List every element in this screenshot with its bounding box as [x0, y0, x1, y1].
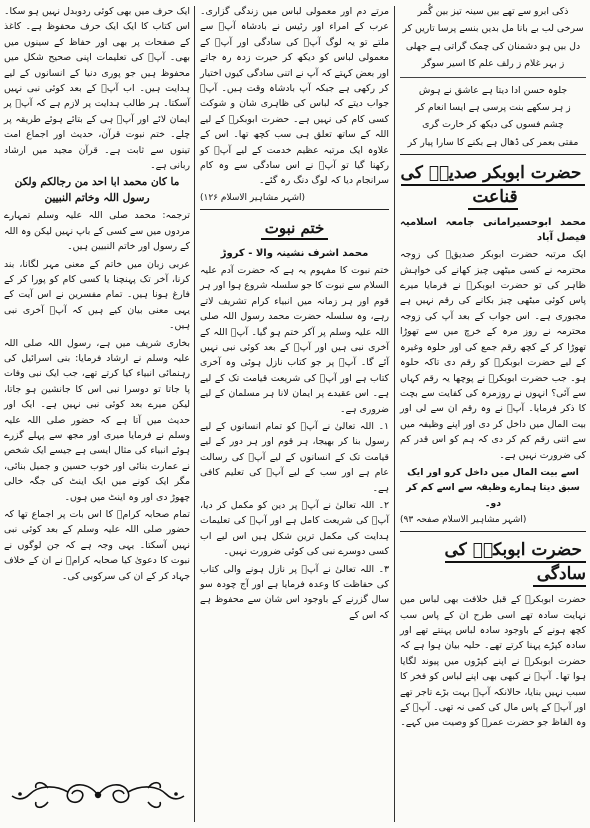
article-title	[400, 538, 586, 586]
article-reference: (اشہر مشاہیر الاسلام صفحہ ۹۳)	[400, 515, 527, 526]
poem-line: ز بہر غلام ز رلف علم کا اسیر سوگر	[421, 58, 565, 70]
article-title-text: حضرت ابوبکر صدیقؓ کی قناعت	[401, 163, 586, 210]
numbered-point: ۲۔ اللہ تعالیٰ نے آپؐ پر دین کو مکمل کر دیا، آپؐ کی شریعت کامل ہے اور آپؐ کی تعلیمات ہدایت کی مکمل ترین شکل ہیں اس لیے اب کسی دوسرے نبی کی کوئی ضرورت نہیں۔	[200, 499, 389, 558]
column-divider-right	[394, 6, 395, 822]
article-title-text: حضرت ابوبکرؓ کی سادگی	[445, 540, 587, 587]
article-title-text: ختم نبوت	[261, 219, 329, 240]
article-byline: محمد اشرف نشینہ والا - کروڑ	[220, 247, 369, 259]
quran-verse: ما کان محمد ابا احد من رجالکم ولکن رسول اللہ وخاتم النبیین	[14, 176, 180, 204]
poem-line: دل بیں ہو دشمنان کی چمک گراتی ہے جھلی	[405, 40, 581, 52]
right-column	[400, 4, 586, 733]
poem-line: ذکی ابرو سے تھے بیں سینہ تیز بین گُمر	[417, 6, 569, 17]
article-body: مرتے دم اور معمولی لباس میں زندگی گزاری۔ عرب کے امراء اور رئیس نے بادشاہ آپؓ سے ملتے تو یہ لوگ آپؓ کی سادگی اور آپؓ کے معمولی لباس کو دیکھ کر حیرت زدہ رہ جاتے اور بعض کہتے کہ آپ نے اتنی سادگی کیوں اختیار کر رکھی ہے جبکہ آپ بادشاہ وقت ہیں۔ آپؓ جواب دیتے کہ لباس کی ظاہری شان و شوکت کسی کام کی نہیں ہے۔ حضرت ابوبکرؓ کے لیے اللہ کے ساتھ تعلق ہی سب کچھ تھا۔ اس کے علاوہ ایک مرتبہ عظیم خدمت کے لیے آپؓ کو رکھنا گیا تو آپؓ نے اس سادگی سے وہ کام سرانجام دیا کہ لوگ دنگ رہ گئے۔	[200, 6, 389, 187]
poem-stanza-2	[400, 83, 586, 151]
article-body: تمام صحابہ کرامؓ کا اس بات پر اجماع تھا کہ حضور صلی اللہ علیہ وسلم کے بعد کوئی نبی نہیں آسکتا۔ یہی وجہ ہے کہ جن لوگوں نے نبوت کا دعویٰ کیا صحابہ کرامؓ نے ان کے خلاف جہاد کر کے ان کی سرکوبی کی۔	[4, 509, 190, 582]
numbered-point: ۳۔ اللہ تعالیٰ نے آپؐ پر نازل ہونے والی کتاب کی حفاظت کا وعدہ فرمایا ہے اور آج چودہ سو سال گزرنے کے باوجود اس شان سے محفوظ ہے کہ اس کے	[200, 563, 389, 621]
poem-line: چشم فسوں کی دیکھ کر خارت گری	[422, 119, 564, 131]
article-body: ایک مرتبہ حضرت ابوبکر صدیقؓ کی زوجہ محترمہ نے کسی میٹھی چیز کھانے کی خواہش ظاہر کی تو حضرت ابوبکرؓ نے فرمایا میرے پاس کوئی میٹھی چیز بکانے کی رقم نہیں ہے مجبوری ہے۔ اس جواب کے بعد آپ کی زوجہ محترمہ نے روز مرہ کے خرچ میں سے تھوڑا تھوڑا کر کے کچھ رقم جمع کی اور حلوہ وغیرہ کے لیے حضرت ابوبکرؓ کو رقم دی تاکہ حلوہ ہو۔ جب حضرت ابوبکرؓ نے پوچھا یہ رقم کہاں سے آئی؟ انہوں نے روزمرہ کی کفایت سے بچت کا ذکر فرمایا۔ آپؓ نے وہ رقم ان سے لی اور بیت المال میں داخل کر دی اور اپنے وظیفہ میں سے اتنی رقم کم کر دی کہ ہم کو اس قدر کم کی ضرورت نہیں ہے۔	[400, 249, 586, 461]
divider	[400, 77, 586, 78]
middle-column	[200, 4, 389, 625]
article-body: حضرت ابوبکرؓ کے قبل خلافت بھی لباس میں نہایت سادہ تھے اسی طرح ان کے پاس سب کچھ ہونے کے باوجود سادہ لباس پہنتے تھے اور سادہ کپڑے پہنا کرتے تھے۔ حلیہ بیان ہوا ہے کہ حضرت ابوبکرؓ نے اپنے کپڑوں میں پیوند لگایا ہوا تھا۔ آپؓ نے کبھی بھی اپنے لباس کو فخر کا سبب نہیں بنایا، حالانکہ آپؓ بہت بڑے تاجر تھے اور آپؓ کے پاس مال کی کمی نہ تھی۔ آپؓ کے وہ الفاظ جو حضرت عمرؓ کو وصیت میں کہے۔	[400, 594, 586, 729]
poem-line: ز ہر سکھے بنت پرسی ہے ایسا انعام کر	[415, 102, 571, 114]
poem-line: جلوہ حسن ادا دیتا ہے عاشق نے ہوش	[418, 84, 568, 96]
left-column	[4, 4, 190, 586]
verse-translation: ترجمہ: محمد صلی اللہ علیہ وسلم تمہارے مردوں میں سے کسی کے باپ نہیں لیکن وہ اللہ کے رسول اور خاتم النبیین ہیں۔	[4, 210, 190, 253]
article-body: عربی زبان میں خاتم کے معنی مہر لگانا، بند کرنا، آخر تک پہنچنا یا کسی کام کو پورا کر کے فارغ ہونا ہیں۔ تمام مفسرین نے اس آیت کے یہی معنی بیان کیے ہیں کہ آپؐ آخری نبی ہیں۔	[4, 258, 190, 332]
article-quote: اسے بیت المال میں داخل کرو اور ایک سبق دیتا ہمارے وظیفہ سے اسے کم کر دو۔	[406, 466, 580, 509]
article-title	[200, 216, 389, 240]
article-intro: ختم نبوت کا مفہوم یہ ہے کہ حضرت آدم علیہ السلام سے نبوت کا جو سلسلہ شروع ہوا اور ہر قوم اور ہر زمانہ میں انبیاء کرام تشریف لاتے رہے، وہ سلسلہ حضرت محمد رسول اللہ صلی اللہ علیہ وسلم پر آکر ختم ہو گیا۔ آپؐ اللہ کے آخری نبی ہیں اور آپؐ کے بعد کوئی نبی نہیں آئے گا۔ آپؐ پر جو کتاب نازل ہوئی وہ آخری کتاب ہے اور آپؐ کی شریعت قیامت تک کے لیے ہے۔ اس عقیدے پر ایمان لانا ہر مسلمان کے لیے ضروری ہے۔	[200, 264, 389, 415]
article-reference: (اشہر مشاہیر الاسلام ۱۲۶)	[200, 192, 306, 203]
divider	[400, 154, 586, 155]
divider	[200, 209, 389, 210]
poem-line: مفتی بعمر کی ڈھال ہے بکنے کا سارا پیار کر	[407, 136, 579, 148]
article-body: بخاری شریف میں ہے، رسول اللہ صلی اللہ علیہ وسلم نے ارشاد فرمایا: بنی اسرائیل کی رہنمائی انبیاء کیا کرتے تھے، جب ایک نبی وفات پا جاتا تو دوسرا نبی اس کا جانشین ہو جاتا، لیکن میرے بعد کوئی نبی نہیں ہے۔ ایک اور حدیث میں آتا ہے کہ حضور صلی اللہ علیہ وسلم نے فرمایا میری اور مجھ سے پہلے گزرے ہوئے انبیاء کی مثال ایسی ہے جیسے ایک شخص نے عمارت بنائی اور خوب حسین و جمیل بنائی، مگر ایک کونے میں ایک اینٹ کی جگہ خالی چھوڑ دی اور وہ اینٹ میں ہوں۔	[4, 337, 190, 503]
poem-stanza-1	[400, 4, 586, 72]
article-body: ایک حرف میں بھی کوئی ردوبدل نہیں ہو سکا۔ اس کتاب کا ایک ایک حرف محفوظ ہے۔ کاغذ کے صفحات پر بھی اور حفاظ کے سینوں میں بھی۔ آپؐ کی تعلیمات اپنی صحیح شکل میں محفوظ ہیں جو پوری دنیا کے انسانوں کے لیے ہدایت ہیں۔ اب آپؐ کے بعد کوئی نبی نہیں آسکتا۔ ہر طالب ہدایت پر لازم ہے کہ آپؐ پر ایمان لائے اور آپؐ ہی کے بتائے ہوئے طریقہ پر چلے۔ ختم نبوت قرآن، حدیث اور اجماع امت تینوں سے ثابت ہے۔ قرآن مجید میں ارشاد ربانی ہے۔	[4, 6, 190, 172]
numbered-point: ۱۔ اللہ تعالیٰ نے آپؐ کو تمام انسانوں کے لیے رسول بنا کر بھیجا، ہر قوم اور ہر دور کے لیے قیامت تک کے انسانوں کے لیے آپؐ کی رسالت عام ہے اور سب کے لیے آپؐ کی تعلیم کافی ہے۔	[200, 420, 389, 494]
ornamental-flourish	[8, 778, 188, 812]
poem-line: سرخی لب بے بانا مل بدیں بنسے پرسا تاریں کر	[402, 23, 584, 35]
article-title	[400, 161, 586, 209]
article-byline: محمد ابوحسیرامانی جامعہ اسلامیہ فیصل آباد	[400, 217, 586, 244]
column-divider-left	[194, 6, 195, 822]
divider	[400, 531, 586, 532]
